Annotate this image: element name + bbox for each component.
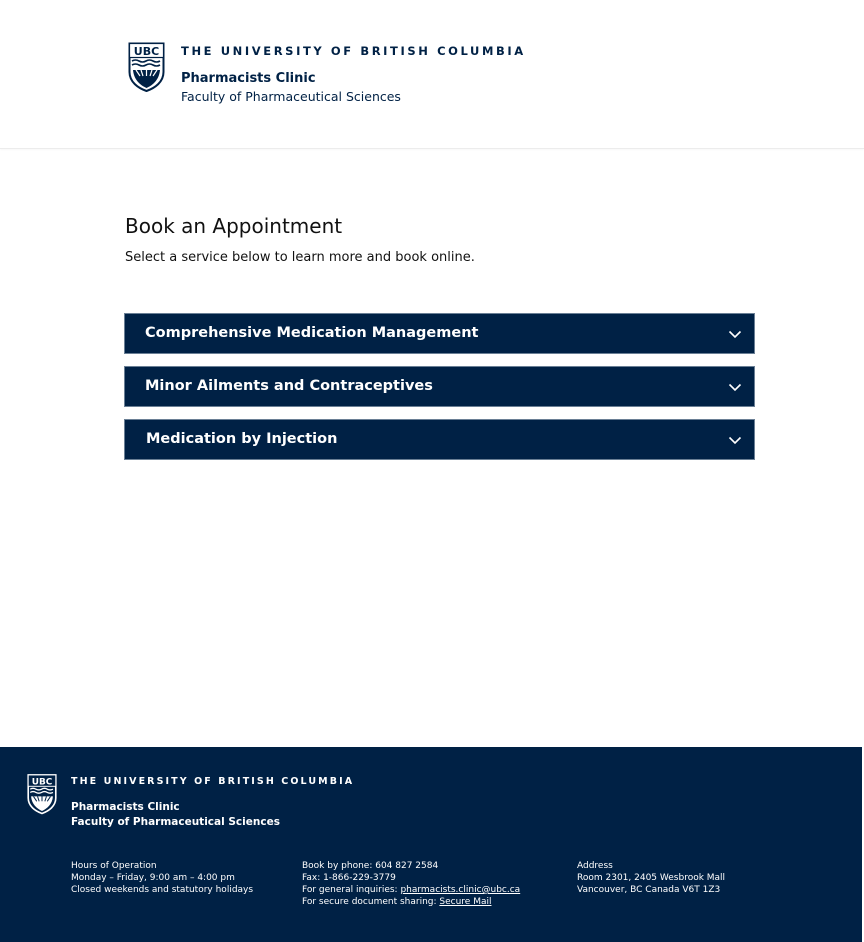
secure-mail-link[interactable]: Secure Mail <box>439 897 492 907</box>
accordion-label: Medication by Injection <box>146 431 338 447</box>
address-line: Vancouver, BC Canada V6T 1Z3 <box>577 885 721 895</box>
footer-clinic-name: Pharmacists Clinic <box>71 801 180 813</box>
accordion-comprehensive-medication-management[interactable] <box>124 313 755 354</box>
chevron-down-icon <box>728 380 742 394</box>
site-footer <box>0 747 862 942</box>
clinic-name: Pharmacists Clinic <box>181 71 316 86</box>
email-link[interactable]: pharmacists.clinic@ubc.ca <box>400 885 521 895</box>
faculty-name: Faculty of Pharmaceutical Sciences <box>181 89 401 104</box>
page-title: Book an Appointment <box>125 214 343 238</box>
contact-secure <box>302 896 520 908</box>
svg-text:UBC: UBC <box>31 777 53 788</box>
ubc-crest-logo-icon[interactable] <box>27 773 57 815</box>
contact-fax: Fax: 1-866-229-3779 <box>302 873 396 883</box>
accordion-medication-by-injection[interactable] <box>124 419 755 460</box>
university-name: THE UNIVERSITY OF BRITISH COLUMBIA <box>181 44 526 58</box>
hours-line: Closed weekends and statutory holidays <box>71 885 254 895</box>
page-subtitle: Select a service below to learn more and book online. <box>125 250 475 265</box>
ubc-crest-logo-icon[interactable] <box>128 42 165 92</box>
contact-phone: Book by phone: 604 827 2584 <box>302 861 439 871</box>
accordion-label: Minor Ailments and Contraceptives <box>145 378 433 394</box>
secure-label: For secure document sharing: <box>302 897 440 907</box>
hours-line: Monday – Friday, 9:00 am – 4:00 pm <box>71 873 235 883</box>
footer-hours <box>71 860 253 896</box>
footer-address <box>577 860 725 896</box>
address-heading: Address <box>577 861 613 871</box>
svg-text:UBC: UBC <box>133 45 160 58</box>
accordion-label: Comprehensive Medication Management <box>145 325 479 341</box>
accordion-minor-ailments-contraceptives[interactable] <box>124 366 755 407</box>
chevron-down-icon <box>728 327 742 341</box>
footer-contact <box>302 860 520 908</box>
footer-faculty-name: Faculty of Pharmaceutical Sciences <box>71 816 280 828</box>
chevron-down-icon <box>728 433 742 447</box>
address-line: Room 2301, 2405 Wesbrook Mall <box>577 873 726 883</box>
footer-university-name: THE UNIVERSITY OF BRITISH COLUMBIA <box>71 776 355 787</box>
hours-heading: Hours of Operation <box>71 861 157 871</box>
inquiries-label: For general inquiries: <box>302 885 401 895</box>
contact-inquiries <box>302 884 520 896</box>
site-header <box>0 0 864 149</box>
